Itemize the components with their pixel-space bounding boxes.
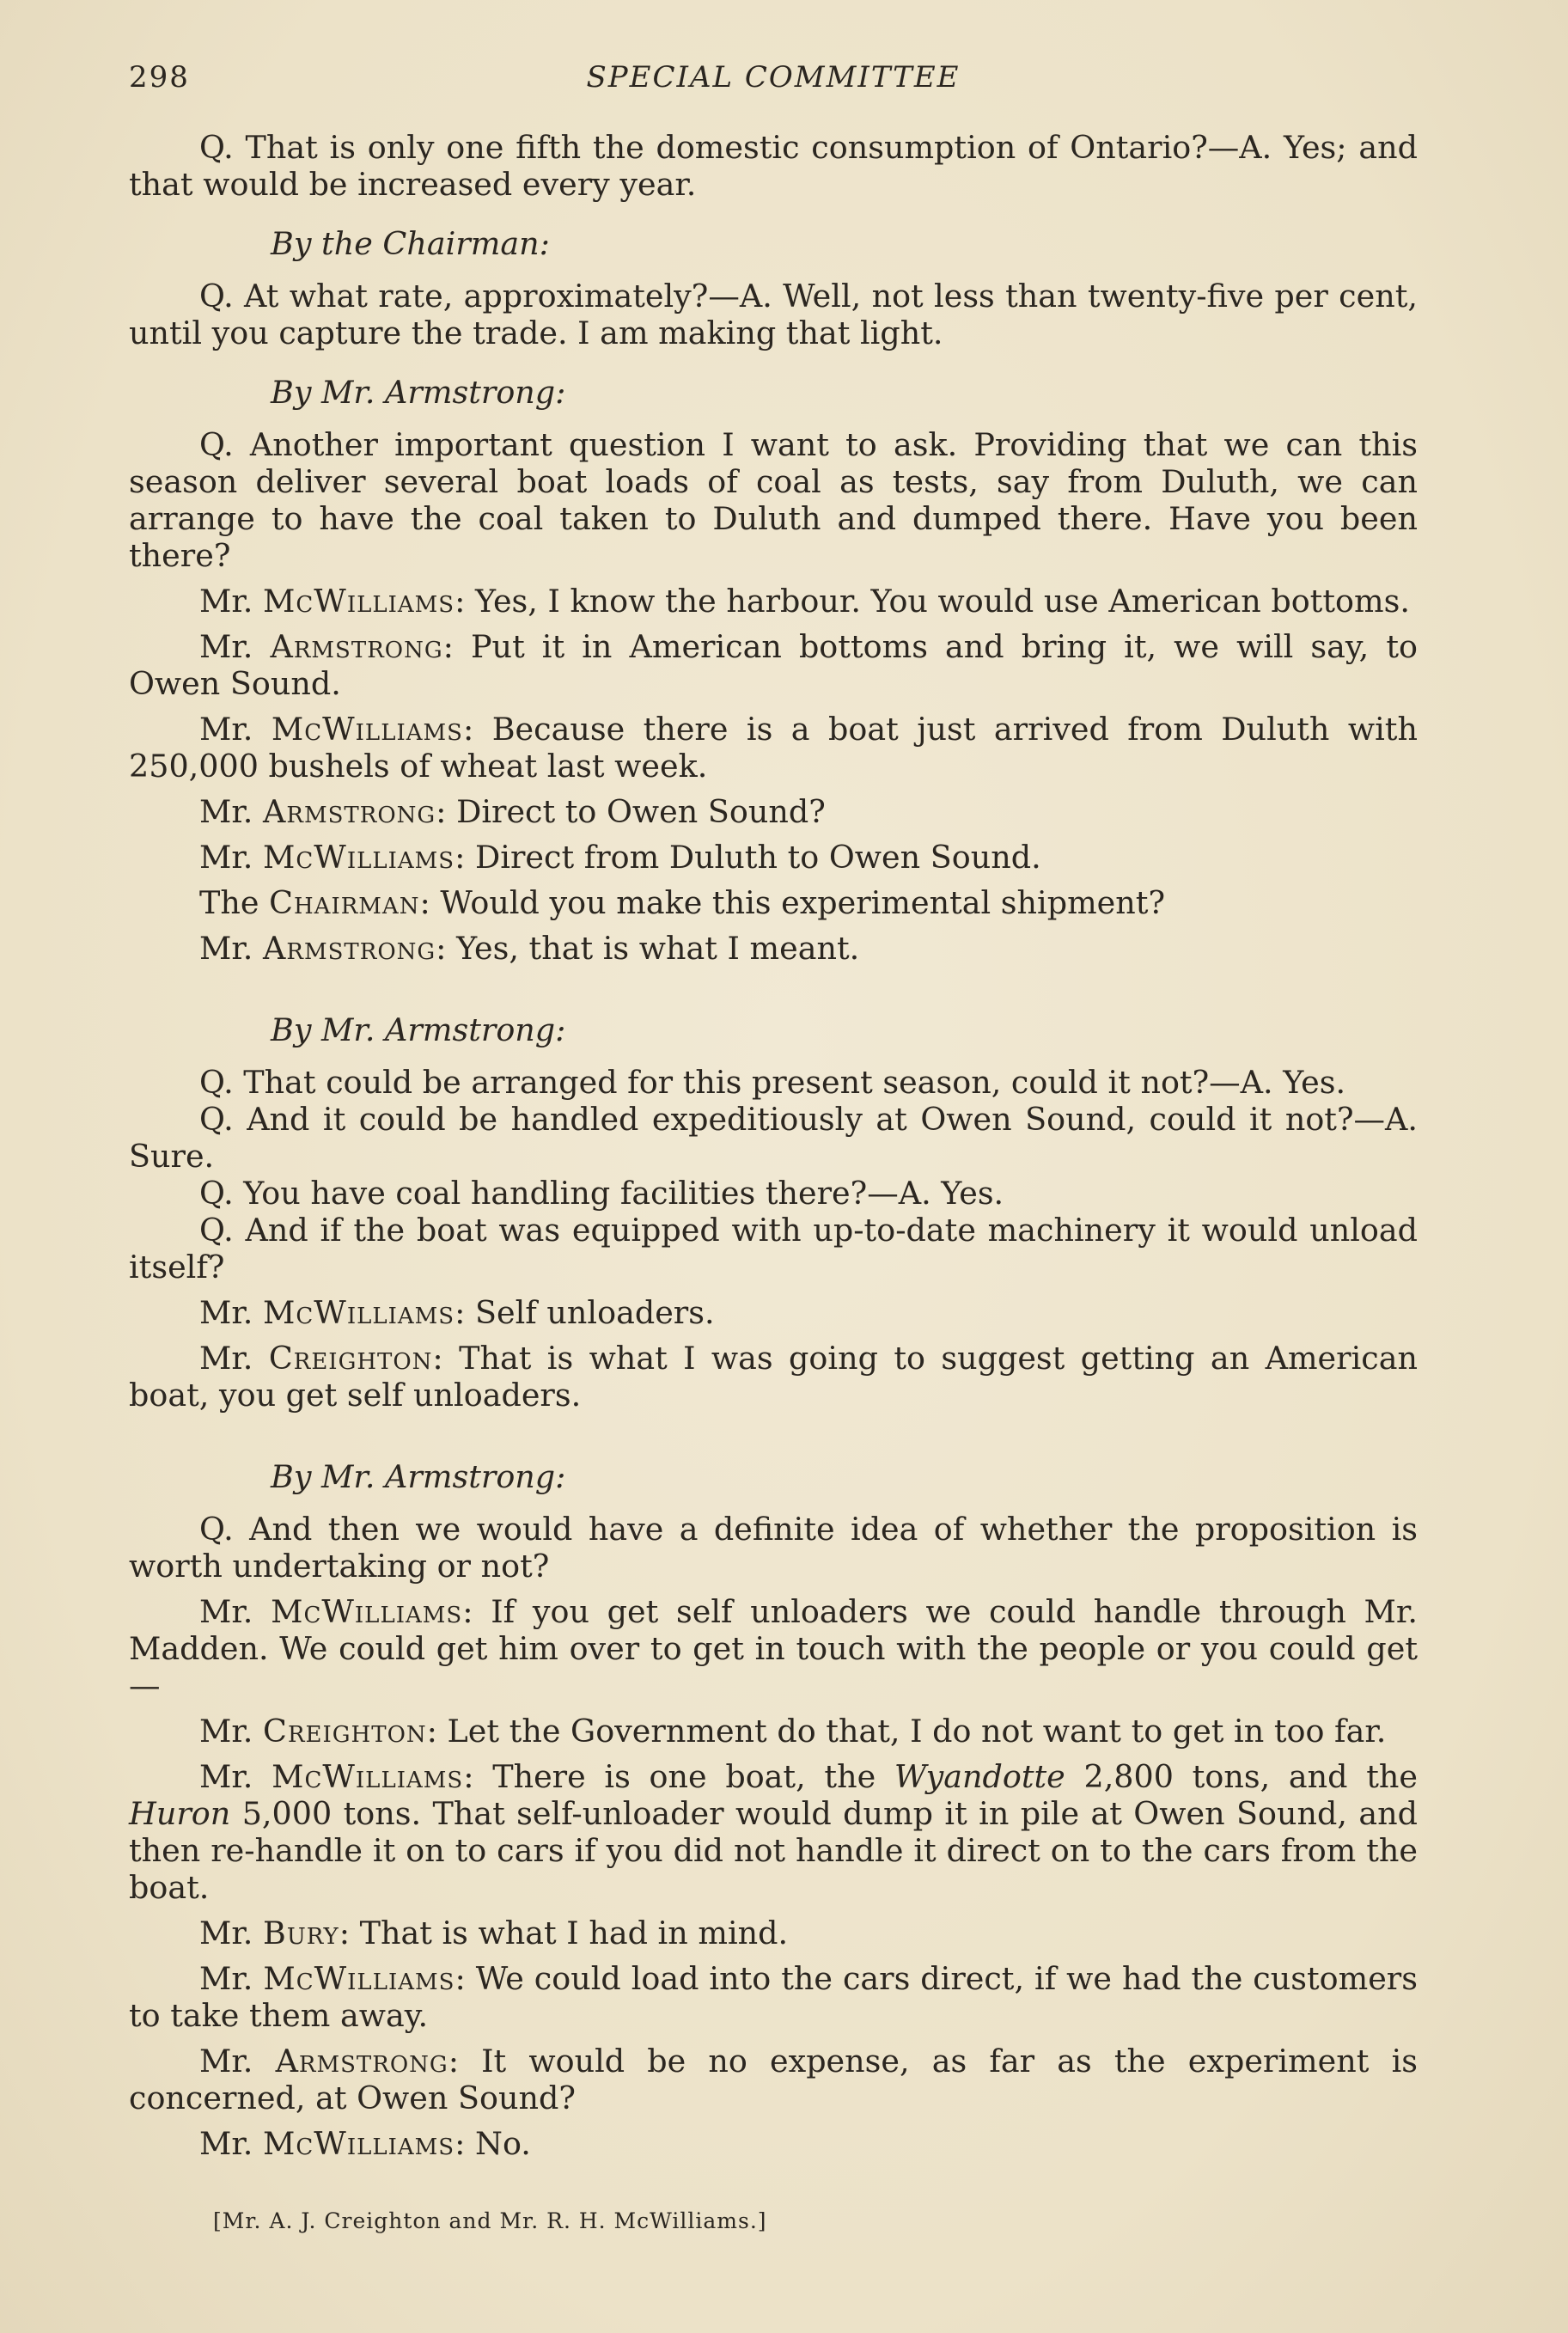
speech-text: Let the Government do that, I do not want to get in too far. [447, 1713, 1387, 1750]
speech-text: Would you make this experimental shipment? [440, 884, 1166, 921]
speech-text: Put it in American bottoms and bring it, we will say, to Owen Sound. [129, 628, 1418, 702]
page-header [129, 60, 1418, 103]
section-heading: By Mr. Armstrong: [271, 374, 566, 411]
speech-paragraph: Mr. McWilliams: Because there is a boat just arrived from Duluth with 250,000 bushels of wheat last week. [129, 711, 1418, 785]
speech-text: That is what I was going to suggest getting an American boat, you get self unloaders. [129, 1340, 1418, 1414]
paragraph: Q. That is only one fifth the domestic consumption of Ontario?—A. Yes; and that would be increased every year. [129, 129, 1418, 203]
speech-text: If you get self unloaders we could handle through Mr. Madden. We could get him over to get in touch with the people or you could get— [129, 1593, 1418, 1704]
speech-paragraph: Mr. Bury: That is what I had in mind. [199, 1915, 789, 1951]
speech-paragraph: Mr. McWilliams: Yes, I know the harbour. You would use American bottoms. [199, 583, 1410, 620]
speaker-name: Creighton [263, 1713, 427, 1750]
paragraph: Q. And it could be handled expeditiously at Owen Sound, could it not?—A. Sure. [129, 1101, 1418, 1175]
paragraph: Q. And if the boat was equipped with up-to-date machinery it would unload itself? [129, 1212, 1418, 1286]
speaker-name: Bury [263, 1915, 339, 1951]
speech-paragraph: Mr. Creighton: Let the Government do that, I do not want to get in too far. [199, 1713, 1387, 1750]
speech-text: 5,000 tons. That self-unloader would dump it in pile at Owen Sound, and then re-handle it on to cars if you did not handle it direct on to the cars from the boat. [129, 1795, 1418, 1906]
speech-paragraph: Mr. Creighton: That is what I was going to suggest getting an American boat, you get self unloaders. [129, 1340, 1418, 1414]
speaker-name: Chairman [269, 884, 420, 921]
section-heading: By the Chairman: [271, 225, 550, 262]
speaker-name: Armstrong [275, 2043, 448, 2080]
boat-name: Huron [129, 1795, 231, 1832]
speech-text: No. [475, 2125, 531, 2162]
speech-paragraph: Mr. McWilliams: No. [199, 2125, 531, 2162]
speech-paragraph: Mr. Armstrong: Put it in American bottoms and bring it, we will say, to Owen Sound. [129, 628, 1418, 702]
section-heading: By Mr. Armstrong: [271, 1011, 566, 1048]
paragraph: Q. You have coal handling facilities there?—A. Yes. [199, 1175, 1004, 1212]
page-number: 298 [129, 60, 190, 95]
speech-text: Direct from Duluth to Owen Sound. [475, 839, 1041, 876]
speaker-name: McWilliams [263, 583, 455, 620]
speech-text: That is what I had in mind. [359, 1915, 789, 1951]
speech-text: 2,800 tons, and the [1065, 1758, 1418, 1795]
running-head: SPECIAL COMMITTEE [586, 60, 961, 95]
paragraph: Q. That could be arranged for this present season, could it not?—A. Yes. [199, 1064, 1346, 1101]
section-heading: By Mr. Armstrong: [271, 1458, 566, 1495]
body-text [129, 129, 1418, 2162]
speaker-name: Armstrong [263, 793, 436, 830]
speech-paragraph: Mr. Armstrong: Direct to Owen Sound? [199, 793, 826, 830]
speech-text: It would be no expense, as far as the experiment is concerned, at Owen Sound? [129, 2043, 1418, 2116]
speech-paragraph: Mr. McWilliams: There is one boat, the Wyandotte 2,800 tons, and the Huron 5,000 tons. That self-unloader would dump it in pile at Owen Sound, and then re-handle it on to cars if you did not handle it direct on to the cars from the boat. [129, 1758, 1418, 1906]
speech-paragraph: Mr. Armstrong: Yes, that is what I meant. [199, 930, 860, 967]
boat-name: Wyandotte [894, 1758, 1065, 1795]
speech-paragraph: The Chairman: Would you make this experimental shipment? [199, 884, 1166, 921]
speech-paragraph: Mr. Armstrong: It would be no expense, as far as the experiment is concerned, at Owen Sound? [129, 2043, 1418, 2116]
speech-paragraph: Mr. McWilliams: If you get self unloaders we could handle through Mr. Madden. We could get him over to get in touch with the people or you could get— [129, 1593, 1418, 1704]
speech-text: Yes, that is what I meant. [456, 930, 860, 967]
speech-paragraph: Mr. McWilliams: Self unloaders. [199, 1294, 715, 1331]
speaker-name: McWilliams [272, 1758, 464, 1795]
paragraph: Q. Another important question I want to ask. Providing that we can this season deliver several boat loads of coal as tests, say from Duluth, we can arrange to have the coal taken to Duluth and dumped there. Have you been there? [129, 426, 1418, 574]
speech-text: Self unloaders. [475, 1294, 715, 1331]
speech-paragraph: Mr. McWilliams: We could load into the cars direct, if we had the customers to take them away. [129, 1960, 1418, 2034]
speech-text: There is one boat, the [492, 1758, 894, 1795]
speaker-name: Armstrong [263, 930, 436, 967]
speaker-name: McWilliams [263, 839, 455, 876]
speaker-name: McWilliams [271, 1593, 463, 1630]
paragraph: Q. And then we would have a definite idea of whether the proposition is worth undertaking or not? [129, 1511, 1418, 1585]
speaker-prefix: The [199, 884, 259, 921]
speech-text: Because there is a boat just arrived from Duluth with 250,000 bushels of wheat last week. [129, 711, 1418, 785]
speaker-name: Armstrong [270, 628, 443, 665]
speaker-name: McWilliams [263, 1960, 455, 1997]
speech-text: We could load into the cars direct, if we had the customers to take them away. [129, 1960, 1418, 2034]
speaker-name: McWilliams [263, 2125, 455, 2162]
footer-witness-note: [Mr. A. J. Creighton and Mr. R. H. McWilliams.] [213, 2208, 767, 2233]
speaker-name: McWilliams [271, 711, 463, 748]
speaker-name: McWilliams [263, 1294, 455, 1331]
speech-text: Direct to Owen Sound? [456, 793, 826, 830]
speaker-name: Creighton [268, 1340, 433, 1377]
speech-paragraph: Mr. McWilliams: Direct from Duluth to Owen Sound. [199, 839, 1041, 876]
speech-text: Yes, I know the harbour. You would use American bottoms. [475, 583, 1410, 620]
paragraph: Q. At what rate, approximately?—A. Well, not less than twenty-five per cent, until you capture the trade. I am making that light. [129, 278, 1418, 351]
